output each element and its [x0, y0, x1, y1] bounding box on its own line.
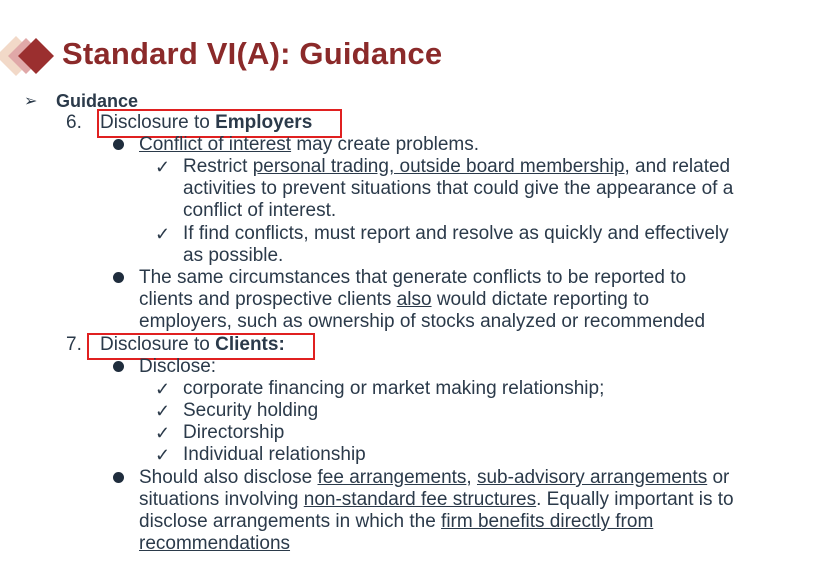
guidance-heading: Guidance [56, 91, 139, 111]
checkmark-icon: ✓ [155, 445, 171, 465]
s6-bullet-1: Conflict of interest may create problems. [139, 134, 480, 155]
s6-check-1-line-3: conflict of interest. [183, 200, 337, 221]
arrow-bullet-icon: ➢ [24, 93, 38, 110]
s6-bullet-2-line-3: employers, such as ownership of stocks analyzed or recommended [139, 311, 706, 332]
s7-bullet-2-line-1: Should also disclose fee arrangements, sub-advisory arrangements or [139, 467, 730, 488]
s7-bullet-1: Disclose: [139, 356, 217, 377]
bullet-dot-icon [113, 361, 124, 372]
section-6-number: 6. [66, 112, 82, 133]
s7-bullet-2-line-4: recommendations [139, 533, 291, 554]
s6-bullet-2-line-1: The same circumstances that generate conflicts to be reported to [139, 267, 687, 288]
s6-bullet-2-line-2: clients and prospective clients also would dictate reporting to [139, 289, 650, 310]
bullet-dot-icon [113, 139, 124, 150]
diamond-logo-icon [0, 34, 60, 78]
checkmark-icon: ✓ [155, 423, 171, 443]
checkmark-icon: ✓ [155, 224, 171, 244]
page-title: Standard VI(A): Guidance [62, 36, 443, 71]
bullet-dot-icon [113, 472, 124, 483]
section-6-label: Disclosure to Employers [100, 112, 313, 133]
s7-check-item: Individual relationship [183, 444, 366, 465]
checkmark-icon: ✓ [155, 401, 171, 421]
s6-check-2-line-1: If find conflicts, must report and resolve as quickly and effectively [183, 223, 729, 244]
s6-check-1-line-1: Restrict personal trading, outside board membership, and related [183, 156, 731, 177]
s7-check-item: Directorship [183, 422, 285, 443]
s6-check-2-line-2: as possible. [183, 245, 284, 266]
section-7-label: Disclosure to Clients: [100, 334, 285, 355]
checkmark-icon: ✓ [155, 379, 171, 399]
s7-bullet-2-line-2: situations involving non-standard fee structures. Equally important is to [139, 489, 734, 510]
s7-check-item: Security holding [183, 400, 319, 421]
bullet-dot-icon [113, 272, 124, 283]
s6-check-1-line-2: activities to prevent situations that could give the appearance of a [183, 178, 734, 199]
s7-bullet-2-line-3: disclose arrangements in which the firm benefits directly from [139, 511, 654, 532]
section-7-number: 7. [66, 334, 82, 355]
checkmark-icon: ✓ [155, 157, 171, 177]
s7-check-item: corporate financing or market making relationship; [183, 378, 605, 399]
